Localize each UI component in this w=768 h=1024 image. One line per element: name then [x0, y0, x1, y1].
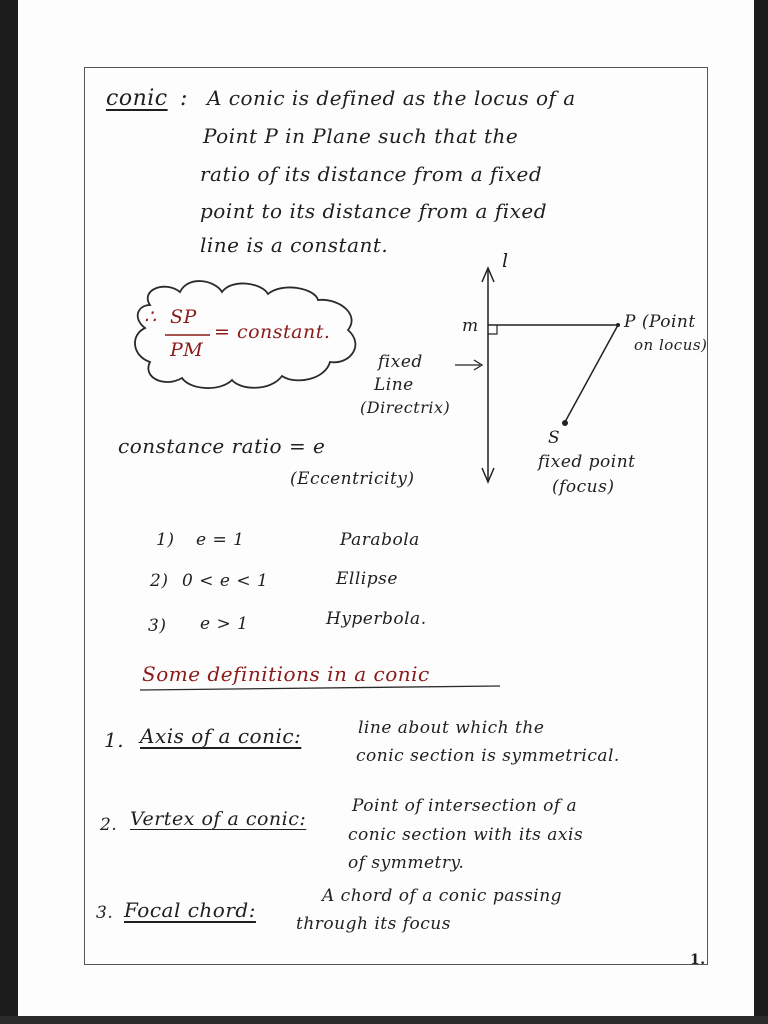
def-1-line-2: conic section is symmetrical. [356, 746, 620, 766]
def-2-line-2: conic section with its axis [348, 825, 584, 845]
def-2-num: 2. [100, 815, 118, 835]
fixed-line-label-2: Line [374, 375, 414, 395]
conic-colon: : [180, 86, 188, 111]
definition-line-5: line is a constant. [200, 233, 389, 257]
def-3-term: Focal chord: [124, 898, 256, 922]
fixed-line-label-1: fixed [378, 352, 423, 372]
case-1-cond: e = 1 [196, 530, 245, 550]
def-3-num: 3. [96, 903, 114, 923]
p-label-2: on locus) [634, 336, 708, 354]
def-1-num: 1. [104, 728, 125, 752]
case-1-num: 1) [156, 530, 175, 550]
case-2-name: Ellipse [336, 569, 398, 589]
case-3-cond: e > 1 [200, 614, 249, 634]
def-2-line-1: Point of intersection of a [352, 796, 578, 816]
definition-line-1: A conic is defined as the locus of a [207, 86, 576, 110]
s-label: S [548, 428, 561, 448]
ps-line [565, 325, 618, 422]
section-heading: Some definitions in a conic [142, 662, 430, 686]
eccentricity-note: (Eccentricity) [290, 469, 415, 489]
directrix-label: (Directrix) [360, 398, 451, 417]
definition-line-2: Point P in Plane such that the [203, 124, 519, 148]
focus-label: (focus) [552, 477, 615, 497]
def-1-line-1: line about which the [358, 718, 545, 738]
m-label: m [462, 316, 479, 336]
case-1-name: Parabola [340, 530, 420, 550]
case-3-name: Hyperbola. [326, 609, 427, 629]
ratio-text: constance ratio = e [118, 434, 326, 458]
conic-term: conic [106, 86, 168, 111]
def-3-line-2: through its focus [296, 914, 451, 934]
case-2-num: 2) [150, 571, 169, 591]
def-3-line-1: A chord of a conic passing [322, 886, 563, 906]
point-p [616, 323, 620, 327]
definition-line-4: point to its distance from a fixed [200, 199, 548, 223]
formula-rhs: = constant. [214, 321, 331, 343]
fixed-point-label: fixed point [538, 452, 636, 472]
def-2-line-3: of symmetry. [348, 853, 465, 873]
formula-denominator: PM [170, 339, 204, 361]
p-label: P (Point [624, 312, 696, 332]
definition-line-3: ratio of its distance from a fixed [200, 162, 543, 186]
case-2-cond: 0 < e < 1 [182, 571, 269, 591]
def-1-term: Axis of a conic: [140, 724, 302, 748]
case-3-num: 3) [148, 616, 167, 636]
page-number: 1. [690, 952, 706, 968]
formula-numerator: SP [170, 306, 197, 328]
therefore-symbol: ∴ [144, 306, 157, 328]
focus-point [562, 420, 568, 426]
def-2-term: Vertex of a conic: [130, 808, 307, 830]
line-l-label: l [502, 250, 509, 272]
